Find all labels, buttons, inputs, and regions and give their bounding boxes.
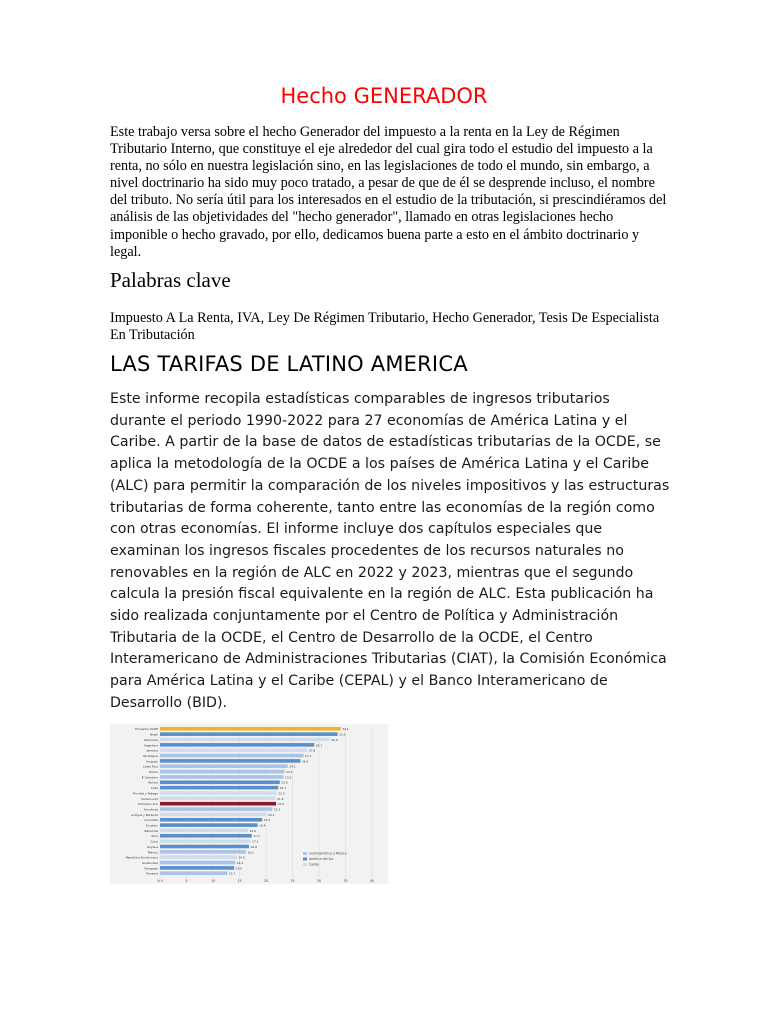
x-tick-label: 40 <box>369 879 375 884</box>
bar <box>160 759 300 763</box>
bar <box>160 786 278 790</box>
category-label: Paraguay <box>144 866 158 871</box>
bar <box>160 850 246 854</box>
bar <box>160 797 276 801</box>
keywords-text: Impuesto A La Renta, IVA, Ley De Régimen Tributario, Hecho Generador, Tesis De Especialista En Tributación <box>110 310 660 344</box>
value-label: 16.2 <box>247 850 254 855</box>
x-tick-label: 5 <box>185 879 188 884</box>
legend-label: América del Sur <box>309 857 334 862</box>
category-label: Jamaica <box>146 748 158 753</box>
value-label: 12.7 <box>228 871 236 876</box>
value-label: 22.0 <box>278 791 285 796</box>
bar <box>160 871 227 875</box>
value-label: 17.3 <box>253 834 260 839</box>
category-label: Costa Rica <box>142 764 158 769</box>
value-label: 27.1 <box>305 753 312 758</box>
bar <box>160 818 262 822</box>
bar <box>160 727 341 731</box>
x-tick-label: % 0 <box>156 879 164 884</box>
value-label: 32.0 <box>331 737 338 742</box>
bar <box>160 829 248 833</box>
value-label: 26.5 <box>301 759 309 764</box>
category-label: Argentina <box>143 743 158 748</box>
value-label: 23.3 <box>284 775 292 780</box>
chart-svg <box>110 724 388 884</box>
value-label: 14.0 <box>235 866 243 871</box>
category-label: Promedio ALC <box>137 802 158 807</box>
value-label: 34.1 <box>342 727 349 732</box>
legend-label: Centroamérica y México <box>309 851 347 856</box>
category-label: Ecuador <box>146 823 158 828</box>
value-label: 24.1 <box>289 764 296 769</box>
value-label: 29.1 <box>315 743 323 748</box>
category-label: Antigua y Barbuda <box>131 812 158 817</box>
x-tick-label: 25 <box>290 879 295 884</box>
category-label: Panamá <box>146 871 158 876</box>
category-label: Cuba <box>150 839 158 844</box>
bar <box>160 732 338 736</box>
tax-revenue-chart <box>110 724 388 884</box>
bar <box>160 754 304 758</box>
keywords-heading: Palabras clave <box>110 268 231 292</box>
category-label: Honduras <box>144 807 158 812</box>
legend-swatch <box>303 863 307 866</box>
bar <box>160 855 237 859</box>
value-label: 21.8 <box>277 796 284 801</box>
page-title: Hecho GENERADOR <box>280 84 488 108</box>
legend-swatch <box>303 858 307 861</box>
value-label: 23.5 <box>286 770 293 774</box>
bar <box>160 781 280 785</box>
category-label: República Dominicana <box>125 855 158 860</box>
value-label: 18.4 <box>259 823 266 828</box>
report-paragraph: Este informe recopila estadísticas comparables de ingresos tributarios durante el periodo 1990-2022 para 27 economías de América Latina y el Caribe. A partir de la base de datos de estadísticas tributarias de la OCDE, se aplica la metodología de la OCDE a los países de América Latina y el Caribe (ALC) para permitir la comparación de los niveles impositivos y las estructuras tributarias de forma coherente, tanto entre las economías de la región como con otras economías. El informe incluye dos capítulos especiales que examinan los ingresos fiscales procedentes de los recursos naturales no renovables en la región de ALC en 2022 y 2023, mientras que el segundo calcula la presión fiscal equivalente en la región de ALC. Esta publicación ha sido realizada conjuntamente por el Centro de Política y Administración Tributaria de la OCDE, el Centro de Desarrollo de la OCDE, el Centro Interamericano de Administraciones Tributarias (CIAT), la Comisión Económica para América Latina y el Caribe (CEPAL) y el Banco Interamericano de Desarrollo (BID). <box>110 391 670 711</box>
value-label: 20.1 <box>268 812 275 817</box>
bar <box>160 743 314 747</box>
bar <box>160 807 272 811</box>
category-label: Trinidad y Tabago <box>132 791 158 796</box>
bar <box>160 770 285 774</box>
category-label: Bolivia <box>148 780 158 785</box>
category-label: Barbados <box>144 737 158 742</box>
category-label: Colombia <box>144 818 158 823</box>
category-label: Promedio OCDE <box>135 727 158 732</box>
category-label: Nicaragua <box>143 753 158 758</box>
value-label: 22.3 <box>279 786 287 791</box>
x-tick-label: 10 <box>210 879 216 884</box>
value-label: 33.5 <box>339 732 346 737</box>
bar <box>160 748 307 752</box>
category-label: Brasil <box>149 732 158 737</box>
category-label: Bahamas <box>144 828 158 833</box>
category-label: Belice <box>149 770 158 774</box>
bar <box>160 834 252 838</box>
legend-swatch <box>303 852 307 855</box>
bar <box>160 764 288 768</box>
category-label: Santa Lucía <box>141 796 158 801</box>
category-label: Perú <box>151 834 158 839</box>
x-tick-label: 15 <box>237 879 242 884</box>
bar <box>160 823 258 827</box>
bar <box>160 802 276 806</box>
x-tick-label: 20 <box>263 879 269 884</box>
value-label: 21.2 <box>273 807 281 812</box>
value-label: 22.6 <box>281 780 288 785</box>
bar <box>160 791 277 795</box>
category-label: Guyana <box>146 844 158 849</box>
value-label: 17.1 <box>252 839 259 844</box>
category-label: México <box>147 850 158 855</box>
bar <box>160 813 267 817</box>
value-label: 19.3 <box>263 818 271 823</box>
x-tick-label: 30 <box>316 879 322 884</box>
bar <box>160 861 235 865</box>
bar <box>160 775 283 779</box>
intro-paragraph: Este trabajo versa sobre el hecho Generador del impuesto a la renta en la Ley de Régimen Tributario Interno, que constituye el eje alrededor del cual gira todo el estudio del impuesto a la renta, no sólo en nuestra legislación sino, en las legislaciones de todo el mundo, sin embargo, a nivel doctrinario ha sido muy poco tratado, a pesar de que de él se desprende incluso, el nombre del tributo. No sería útil para los interesados en el estudio de la tributación, si prescindiéramos del análisis de las objetividades del "hecho generador", llamado en otras legislaciones hecho imponible o hecho gravado, por ello, dedicamos buena parte a esto en el ámbito doctrinario y legal. <box>110 124 667 260</box>
value-label: 16.8 <box>250 844 257 849</box>
value-label: 27.8 <box>308 748 316 753</box>
value-label: 14.2 <box>236 860 244 865</box>
value-label: 21.9 <box>277 802 285 807</box>
section-heading: LAS TARIFAS DE LATINO AMERICA <box>110 352 468 376</box>
x-tick-label: 35 <box>343 879 348 884</box>
bar <box>160 845 249 849</box>
bar <box>160 839 251 843</box>
category-label: Chile <box>150 786 158 791</box>
bar <box>160 738 330 742</box>
legend-label: Caribe <box>309 862 320 867</box>
category-label: Uruguay <box>145 759 158 764</box>
bar <box>160 866 234 870</box>
value-label: 16.6 <box>249 828 256 833</box>
value-label: 14.5 <box>238 855 245 860</box>
category-label: Guatemala <box>142 860 158 865</box>
category-label: El Salvador <box>141 775 158 780</box>
